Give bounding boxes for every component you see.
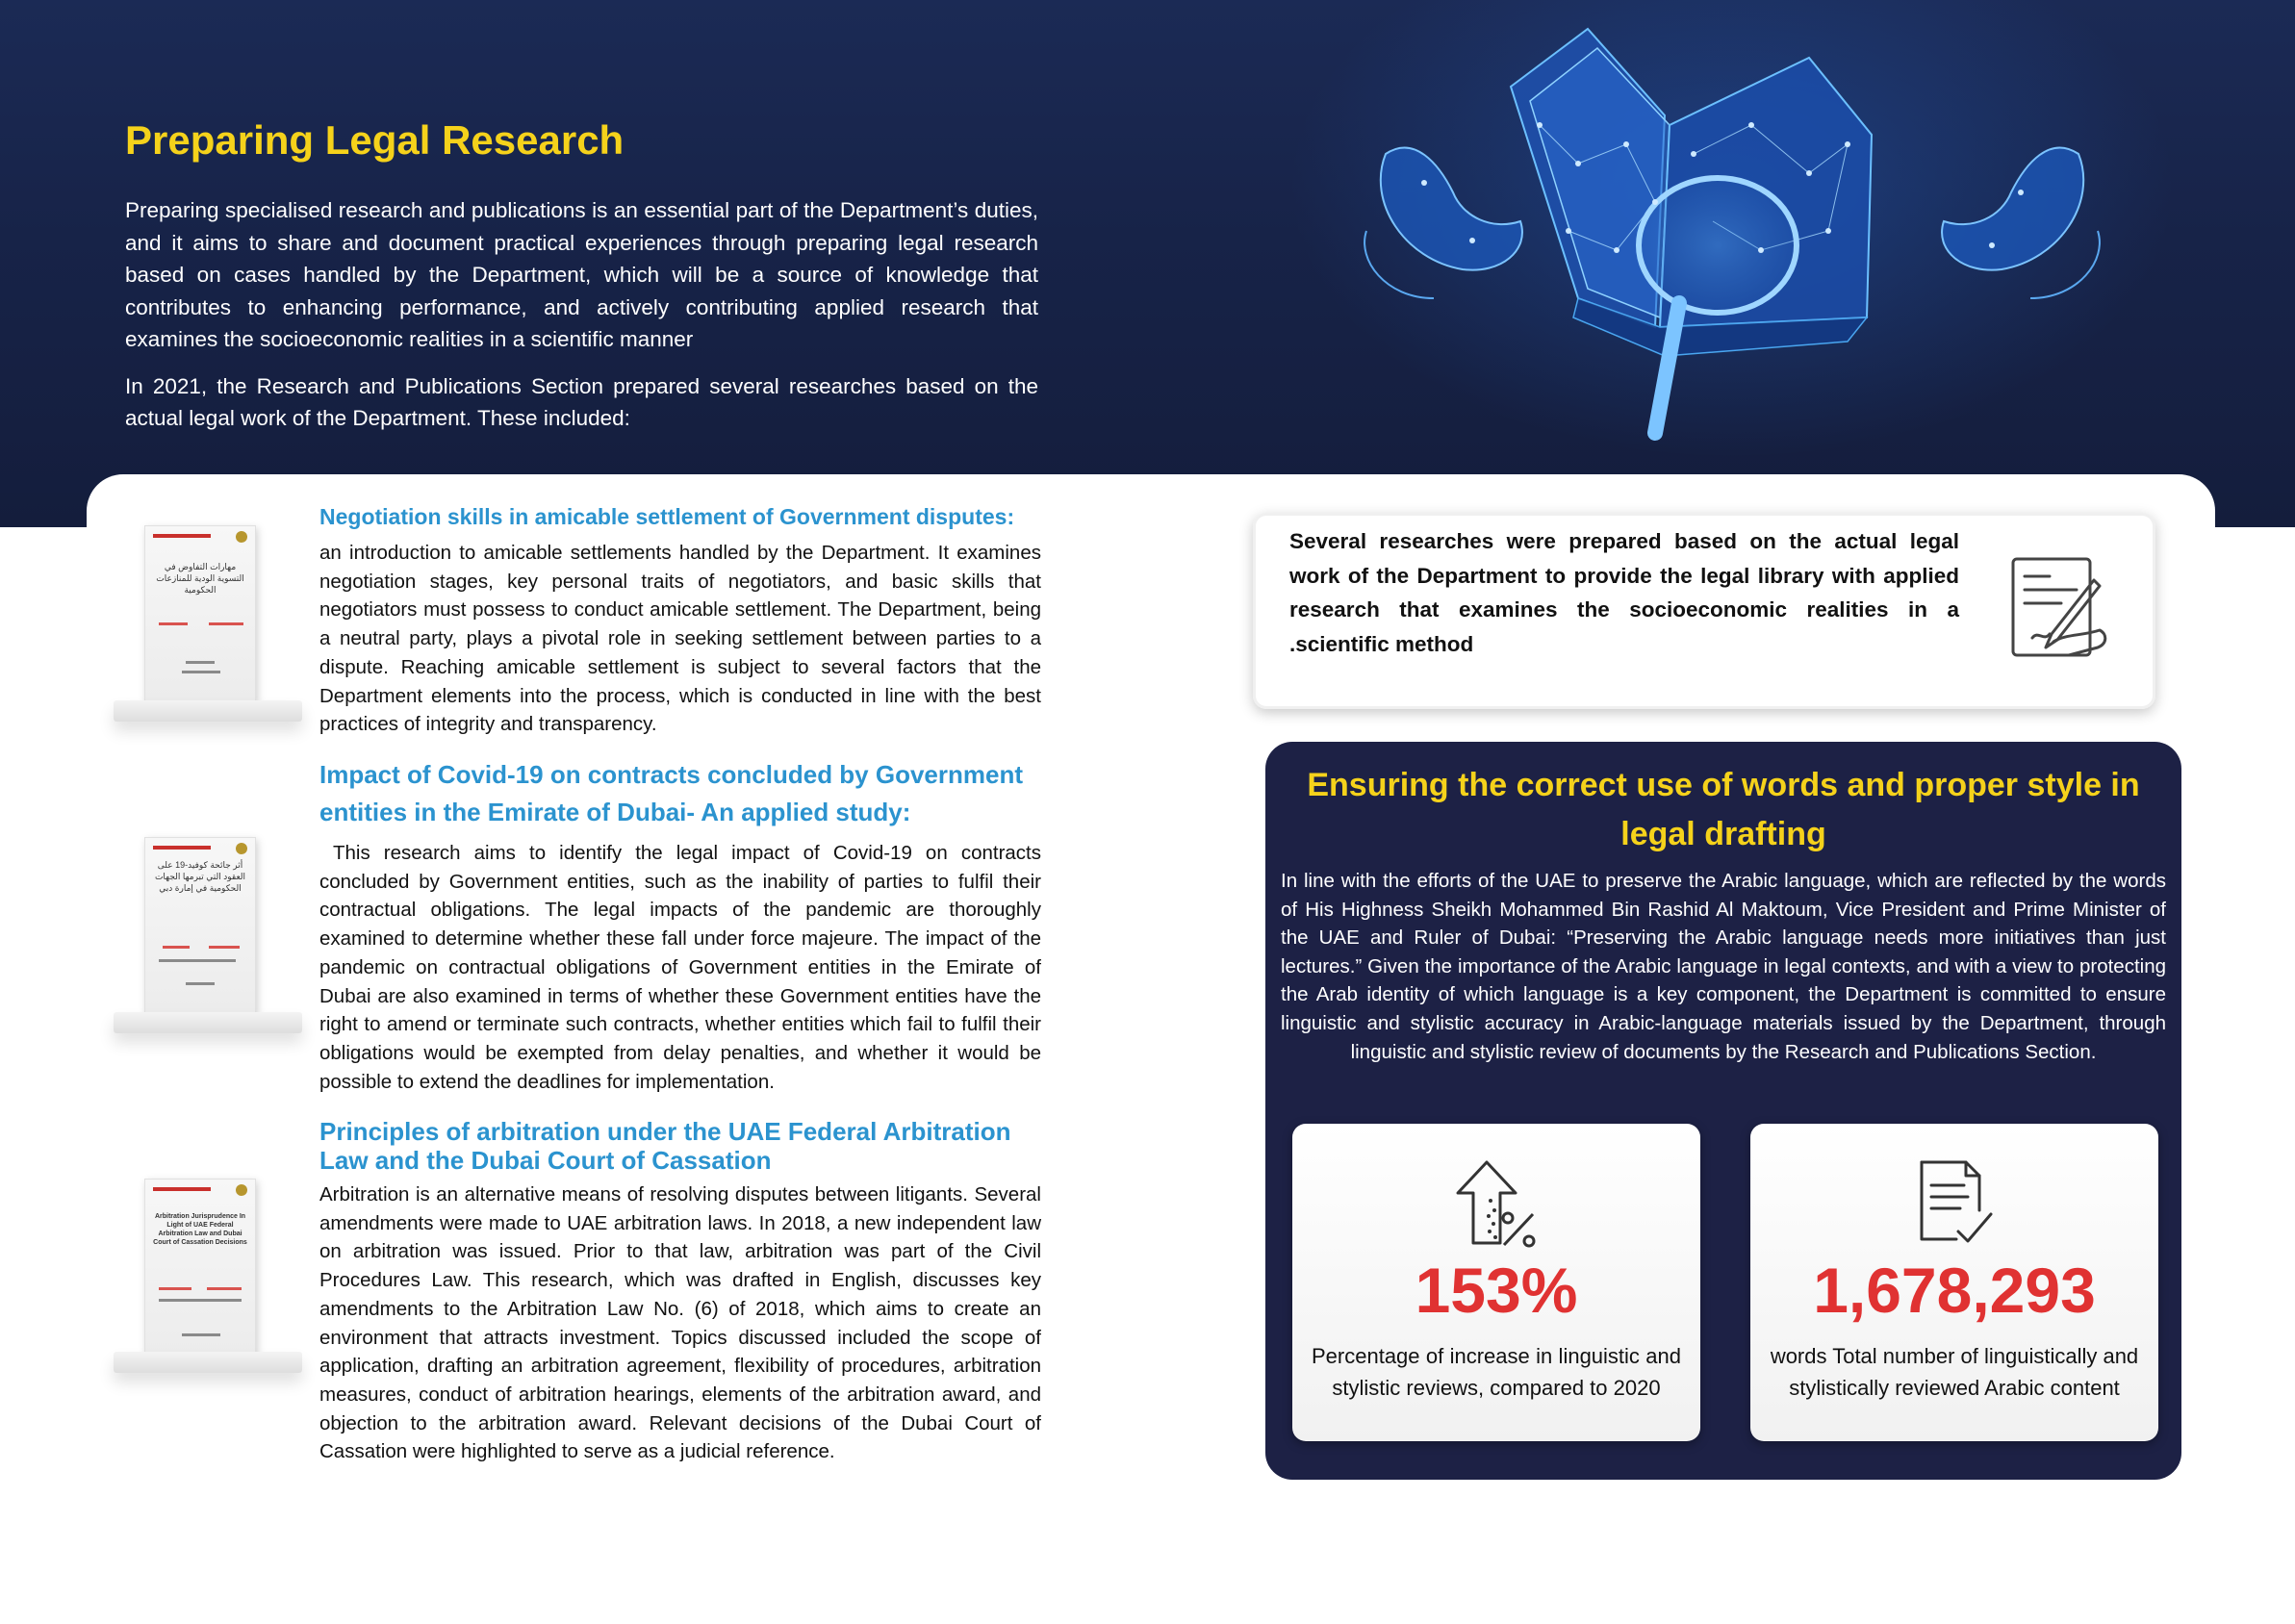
cover-line [159, 622, 188, 625]
cover-emblem [236, 1184, 247, 1196]
cover-line [159, 1287, 191, 1290]
stat-label: words Total number of linguistically and stylistically reviewed Arabic content [1770, 1344, 2139, 1400]
research-title: Principles of arbitration under the UAE Federal Arbitration Law and the Dubai Court of Cassation [319, 1117, 1011, 1175]
drafting-title: Ensuring the correct use of words and proper style in legal drafting [1307, 767, 2140, 852]
stat-value: 153% [1415, 1255, 1578, 1326]
page-title: Preparing Legal Research [125, 117, 625, 163]
drafting-body: In line with the efforts of the UAE to preserve the Arabic language, which are reflected by the words of His Highness Sheikh Mohammed Bin Rashid Al Maktoum, Vice President and Prime Minister of the UAE and Ruler of Dubai: “Preserving the Arabic language needs more initiatives than just lectures.” Given the importance of the Arabic language in legal contexts, and with a view to protecting the Arab identity of which language is a key component, the Department is committed to ensure linguistic and stylistic accuracy in Arabic-language materials issued by the Department, through linguistic and stylistic review of documents by the Research and Publications Section. [1281, 870, 2166, 1063]
cover-title: Arbitration Jurisprudence In Light of UAE Federal Arbitration Law and Dubai Court of Cassation Decisions [153, 1213, 247, 1246]
research-entry-arbitration [114, 1117, 1039, 1502]
book-magnifier-illustration [1347, 10, 2117, 462]
research-entry-negotiation [114, 502, 1039, 762]
stat-card-increase [1292, 1124, 1700, 1441]
stat-label: Percentage of increase in linguistic and stylistic reviews, compared to 2020 [1312, 1344, 1681, 1400]
intro-text [125, 194, 1038, 435]
research-title: Impact of Covid-19 on contracts concluded by Government entities in the Emirate of Dubai- An applied study: [319, 760, 1024, 826]
cover-line [186, 982, 215, 985]
bookshelf [114, 700, 302, 722]
cover-line [209, 946, 240, 949]
document-signing-icon [1994, 542, 2129, 676]
document-check-icon [1906, 1155, 2002, 1251]
research-body: This research aims to identify the legal impact of Covid-19 on contracts concluded by Government entities, such as the inability of parties to fulfil their contractual obligations. The legal impacts of the pandemic are thoroughly examined to determine whether these fall under force majeure. The impact of the pandemic on contractual obligations of Government entities in the Emirate of Dubai are also examined in terms of whether these Government entities have the right to amend or terminate such contracts, whether entities which fail to fulfil their obligations would be exempted from delay penalties, and whether it would be possible to extend the deadlines for implementation. [319, 842, 1041, 1093]
cover-stripe [153, 534, 211, 538]
research-body: Arbitration is an alternative means of resolving disputes between litigants. Several amendments were made to UAE arbitration laws. In 2018, a new independent law on arbitration was issued. Prior to that law, arbitration was part of the Civil Procedures Law. This research, which was drafted in English, discusses key amendments to the Arbitration Law No. (6) of 2018, which aims to create an environment that attracts investment. Topics discussed included the scope of application, drafting an arbitration agreement, flexibility of procedures, arbitration measures, conduct of arbitration hearings, elements of the arbitration award, and objection to the arbitration award. Relevant decisions of the Dubai Court of Cassation were highlighted to serve as a judicial reference. [319, 1183, 1041, 1463]
book-cover-arbitration [144, 1179, 256, 1356]
cover-line [163, 946, 190, 949]
cover-line [207, 1287, 242, 1290]
bookshelf [114, 1352, 302, 1373]
cover-emblem [236, 531, 247, 543]
header-banner [0, 0, 2295, 527]
book-cover-covid [144, 837, 256, 1014]
cover-line [182, 1333, 220, 1336]
stat-value: 1,678,293 [1813, 1255, 2096, 1326]
intro-paragraph-2: In 2021, the Research and Publications Section prepared several researches based on the actual legal work of the Department. These included: [125, 373, 1038, 430]
research-body: an introduction to amicable settlements handled by the Department. It examines negotiation stages, key personal traits of negotiators, and basic skills that negotiators must possess to conduct amicable settlement. The Department, being a neutral party, plays a pivotal role in seeking settlement between parties to a dispute. Reaching amicable settlement is subject to several factors that the Department elements into the process, which is conducted in line with the best practices of integrity and transparency. [319, 542, 1041, 736]
research-title: Negotiation skills in amicable settlement of Government disputes: [319, 504, 1015, 529]
book-cover-negotiation [144, 525, 256, 702]
cover-line [159, 959, 236, 962]
cover-title: مهارات التفاوض في التسوية الودية للمنازعات الحكومية [156, 562, 244, 595]
cover-line [182, 671, 220, 673]
cover-title: أثر جائحة كوفيد-19 على العقود التي تبرمها الجهات الحكومية في إمارة دبي [154, 860, 246, 893]
percent-increase-icon [1448, 1155, 1544, 1251]
stat-card-words [1750, 1124, 2158, 1441]
cover-line [186, 661, 215, 664]
cover-line [209, 622, 243, 625]
drafting-section [1265, 742, 2181, 1480]
callout-text: Several researches were prepared based on the actual legal work of the Department to provide the legal library with applied research that examines the socioeconomic realities in a .scientific method [1289, 529, 1959, 656]
research-entry-covid [114, 756, 1039, 1103]
bookshelf [114, 1012, 302, 1033]
cover-stripe [153, 1187, 211, 1191]
intro-paragraph-1: Preparing specialised research and publications is an essential part of the Department’s duties, and it aims to share and document practical experiences through preparing legal research based on cases handled by the Department, which will be a source of knowledge that contributes to enhancing performance, and actively contributing applied research that examines the socioeconomic realities in a scientific manner [125, 198, 1038, 351]
cover-emblem [236, 843, 247, 854]
cover-stripe [153, 846, 211, 850]
research-callout [1253, 513, 2155, 709]
cover-line [159, 1299, 242, 1302]
